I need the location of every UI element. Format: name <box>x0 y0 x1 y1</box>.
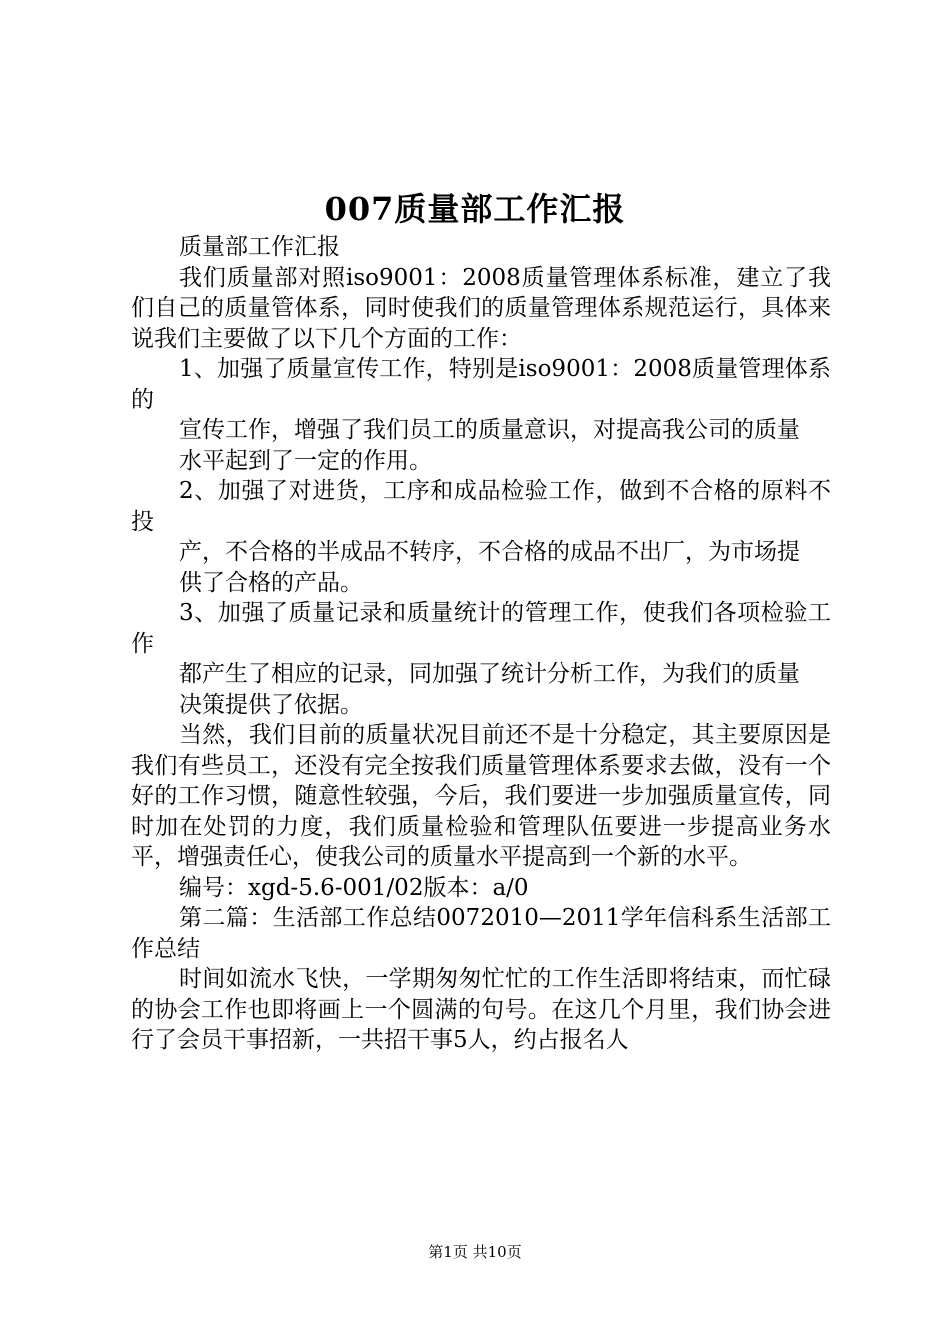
paragraph: 决策提供了依据。 <box>179 691 363 718</box>
paragraph: 都产生了相应的记录，同加强了统计分析工作，为我们的质量 <box>179 661 800 687</box>
paragraph: 编号：xgd-5.6-001/02版本：a/0 <box>179 874 529 901</box>
document-body <box>131 232 831 1056</box>
paragraph: 1、加强了质量宣传工作，特别是iso9001：2008质量管理体系的 <box>131 356 831 413</box>
paragraph: 3、加强了质量记录和质量统计的管理工作，使我们各项检验工作 <box>131 600 831 657</box>
document-title: 007质量部工作汇报 <box>324 190 626 228</box>
paragraph: 当然，我们目前的质量状况目前还不是十分稳定，其主要原因是我们有些员工，还没有完全按我们质量管理体系要求去做，没有一个好的工作习惯，随意性较强，今后，我们要进一步加强质量宣传，同时加在处罚的力度，我们质量检验和管理队伍要进一步提高业务水平，增强责任心，使我公司的质量水平提高到一个新的水平。 <box>131 722 831 870</box>
paragraph: 时间如流水飞快，一学期匆匆忙忙的工作生活即将结束，而忙碌的协会工作也即将画上一个圆满的句号。在这几个月里，我们协会进行了会员干事招新，一共招干事5人，约占报名人 <box>131 966 831 1053</box>
paragraph: 2、加强了对进货，工序和成品检验工作，做到不合格的原料不投 <box>131 478 831 535</box>
paragraph: 质量部工作汇报 <box>179 234 340 260</box>
paragraph: 供了合格的产品。 <box>179 569 363 596</box>
paragraph: 第二篇：生活部工作总结0072010—2011学年信科系生活部工作总结 <box>131 905 831 962</box>
paragraph: 产，不合格的半成品不转序，不合格的成品不出厂，为市场提 <box>179 539 800 565</box>
paragraph: 我们质量部对照iso9001：2008质量管理体系标准，建立了我们自己的质量管体系，同时使我们的质量管理体系规范运行，具体来说我们主要做了以下几个方面的工作： <box>131 264 831 352</box>
page-number-footer: 第1页 共10页 <box>428 1243 522 1261</box>
paragraph: 宣传工作，增强了我们员工的质量意识，对提高我公司的质量 <box>179 417 800 443</box>
paragraph: 水平起到了一定的作用。 <box>179 447 432 474</box>
